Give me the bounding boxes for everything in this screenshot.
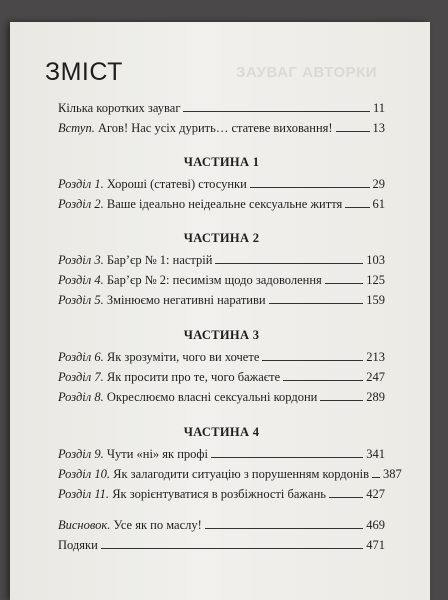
toc-entry-chapter-8 [58,389,385,405]
entry-prefix: Розділ 5. [58,293,104,307]
entry-prefix: Розділ 7. [58,370,104,384]
toc-entry-chapter-6 [58,349,385,365]
entry-prefix: Розділ 8. [58,390,104,404]
dot-leader [101,548,363,549]
entry-prefix: Розділ 4. [58,273,104,287]
toc-entry-intro [58,120,385,136]
entry-title: Як зрозуміти, чого ви хочете [103,350,260,364]
toc-entry-chapter-4 [58,272,385,288]
entry-title: Бар’єр № 2: песимізм щодо задоволення [103,273,322,287]
entry-title: Агов! Нас усіх дурить… статеве виховання! [94,121,333,135]
toc-entry-chapter-2 [58,196,385,212]
entry-title: Усе як по маслу! [110,518,202,532]
entry-title: Кілька коротких зауваг [58,101,181,115]
dot-leader [262,360,363,361]
entry-title: Як зорієнтуватися в розбіжності бажань [109,487,326,501]
part-heading-2: ЧАСТИНА 2 [183,231,260,245]
dot-leader [336,131,370,132]
dot-leader [215,263,363,264]
entry-prefix: Вступ. [58,121,95,135]
toc-entry-chapter-1 [58,176,385,192]
dot-leader [325,283,363,284]
entry-title: Окреслюємо власні сексуальні кордони [103,390,318,404]
dot-leader [250,187,370,188]
entry-page: 11 [372,101,385,115]
dot-leader [329,497,363,498]
dot-leader [320,400,363,401]
entry-title: Подяки [58,538,98,552]
entry-page: 103 [366,253,385,267]
entry-prefix: Розділ 6. [58,350,104,364]
entry-page: 213 [366,350,385,364]
entry-page: 387 [382,467,402,481]
toc-entry-acknowledgements [58,537,385,553]
book-page [10,22,430,600]
entry-page: 341 [366,447,385,461]
toc-entry-conclusion [58,517,385,533]
entry-page: 289 [366,390,385,404]
entry-prefix: Розділ 10. [58,467,110,481]
part-heading-4: ЧАСТИНА 4 [183,425,260,439]
dot-leader [283,380,363,381]
entry-page: 13 [372,121,385,135]
entry-page: 61 [372,197,385,211]
entry-page: 247 [366,370,385,384]
part-heading-1: ЧАСТИНА 1 [183,155,260,169]
toc-entry-chapter-11 [58,486,385,502]
toc-entry-chapter-5 [58,292,385,308]
dot-leader [269,303,364,304]
dot-leader [183,111,370,112]
toc-entry-chapter-7 [58,369,385,385]
toc-entry-chapter-10 [58,466,402,482]
entry-title: Хороші (статеві) стосунки [103,177,247,191]
entry-prefix: Розділ 9. [58,447,104,461]
entry-title: Чути «ні» як профі [103,447,209,461]
part-heading-3: ЧАСТИНА 3 [183,328,260,342]
entry-prefix: Розділ 1. [58,177,104,191]
entry-title: Як просити про те, чого бажаєте [103,370,281,384]
entry-title: Ваше ідеально неідеальне сексуальне життя [103,197,343,211]
entry-prefix: Розділ 2. [58,197,104,211]
entry-page: 427 [366,487,385,501]
toc-entry-chapter-9 [58,446,385,462]
entry-title: Змінюємо негативні наративи [103,293,266,307]
entry-page: 125 [366,273,385,287]
page-title: ЗМІСТ [45,58,123,86]
entry-prefix: Висновок. [58,518,111,532]
entry-prefix: Розділ 3. [58,253,104,267]
dot-leader [372,477,380,478]
show-through-heading: ЗАУВАГ АВТОРКИ [236,64,378,81]
entry-page: 29 [372,177,385,191]
entry-page: 469 [366,518,385,532]
dot-leader [205,528,363,529]
entry-page: 159 [366,293,385,307]
entry-title: Бар’єр № 1: настрій [103,253,213,267]
entry-title: Як залагодити ситуацію з порушенням кордонів [109,467,369,481]
toc-entry-notes [58,100,385,116]
dot-leader [345,207,369,208]
entry-prefix: Розділ 11. [58,487,110,501]
toc-entry-chapter-3 [58,252,385,268]
entry-page: 471 [366,538,385,552]
dot-leader [211,457,363,458]
